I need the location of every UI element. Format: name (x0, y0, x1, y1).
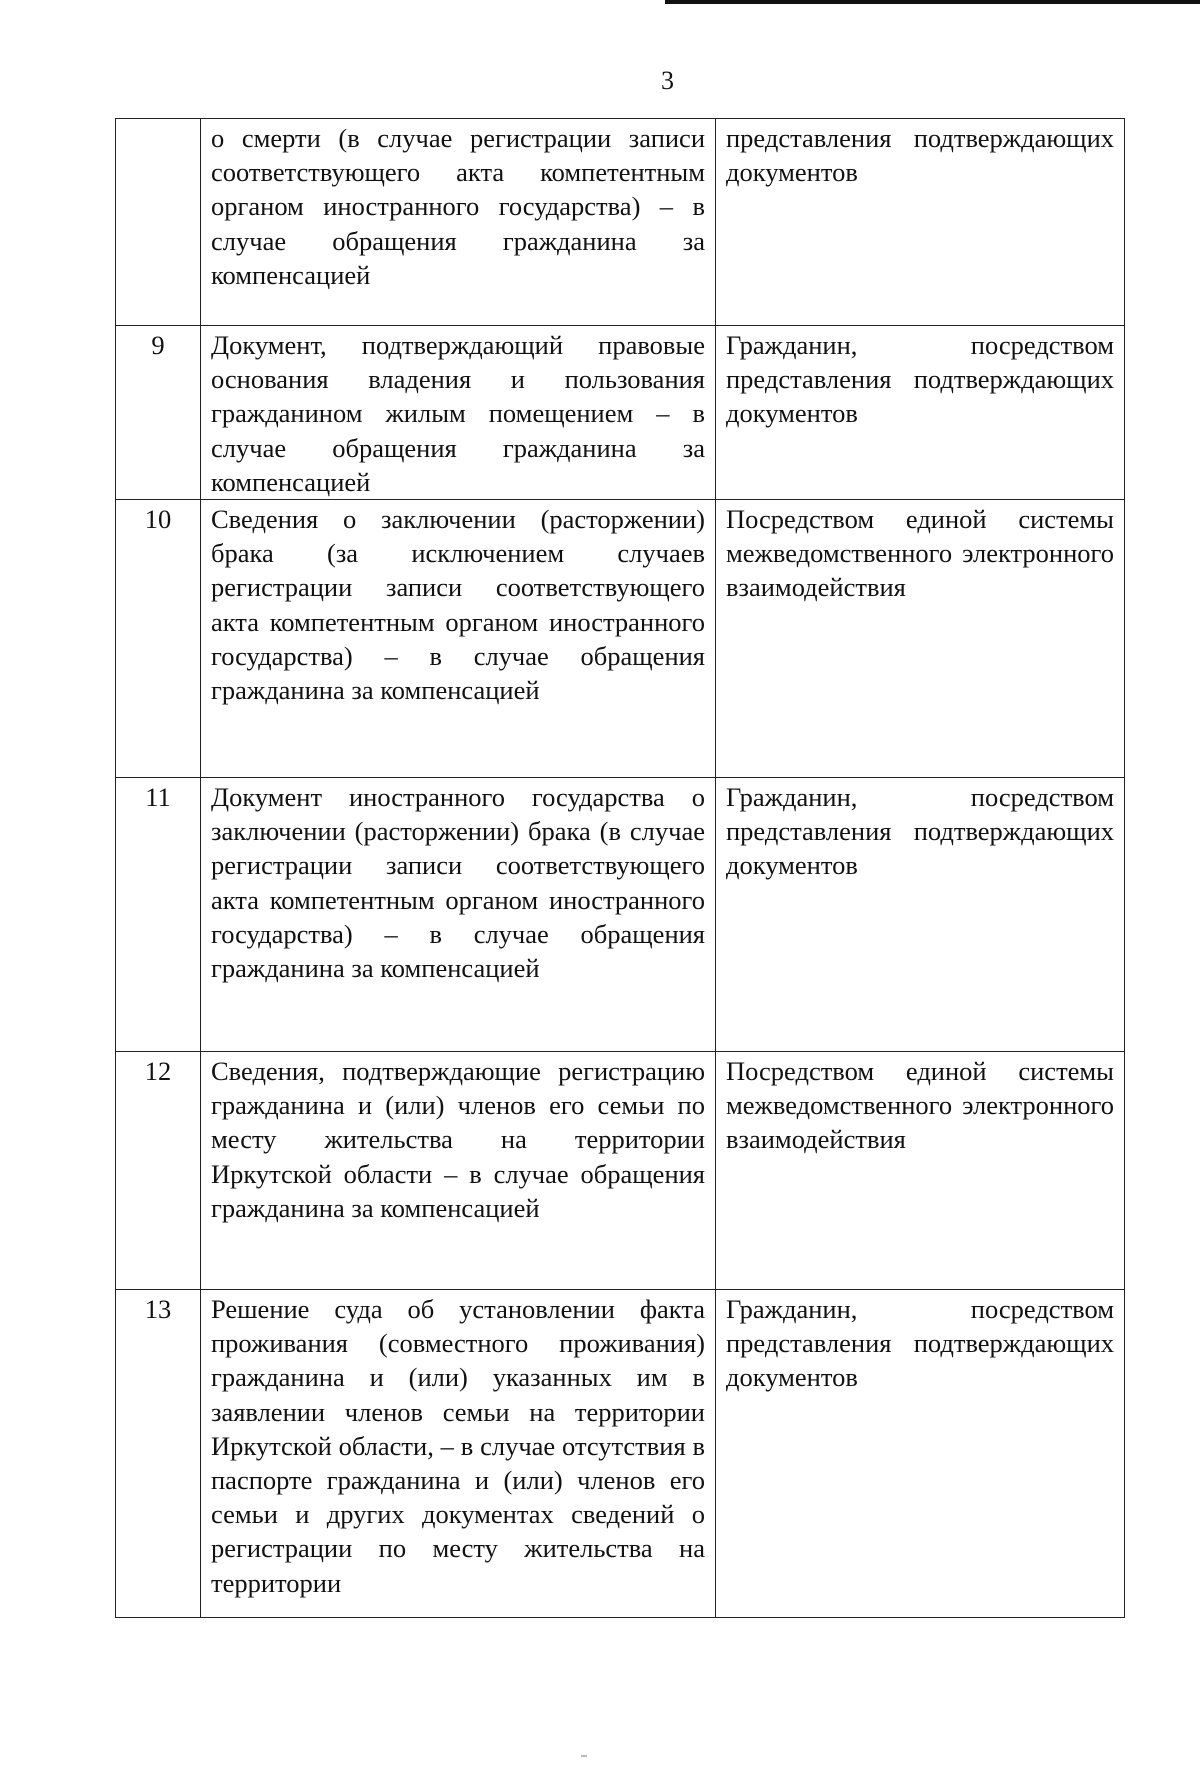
method-text: Гражданин, посредством представления подтверждающих документов (726, 330, 1114, 429)
method-text: Гражданин, посредством представления подтверждающих документов (726, 1294, 1114, 1393)
document-description (201, 326, 716, 500)
method-text: Посредством единой системы межведомственного электронного взаимодействия (726, 504, 1114, 603)
scan-artifact (581, 1755, 587, 1757)
document-text: Документ, подтверждающий правовые основания владения и пользования гражданином жилым помещением – в случае обращения гражданина за компенсацией (211, 330, 705, 497)
document-text: Документ иностранного государства о заключении (расторжении) брака (в случае регистрации записи соответствующего акта компетентным органом иностранного государства) – в случае обращения гражданина за компенсацией (211, 782, 705, 984)
row-number: 11 (116, 778, 201, 1052)
document-text: о смерти (в случае регистрации записи соответствующего акта компетентным органом иностранного государства) – в случае обращения гражданина за компенсацией (211, 123, 705, 290)
row-number: 12 (116, 1052, 201, 1290)
table-row (116, 119, 1125, 326)
document-description (201, 1052, 716, 1290)
document-description (201, 500, 716, 778)
method-text: представления подтверждающих документов (726, 123, 1114, 188)
submission-method (716, 326, 1125, 500)
submission-method (716, 778, 1125, 1052)
document-description (201, 1290, 716, 1618)
document-text: Решение суда об установлении факта проживания (совместного проживания) гражданина и (или) указанных им в заявлении членов семьи на территории Иркутской области, – в случае отсутствия в паспорте гражданина и (или) членов его семьи и других документах сведений о регистрации по месту жительства на территории (211, 1294, 705, 1598)
method-text: Гражданин, посредством представления подтверждающих документов (726, 782, 1114, 881)
table-row (116, 1290, 1125, 1618)
table-row (116, 326, 1125, 500)
submission-method (716, 1290, 1125, 1618)
documents-table (115, 118, 1125, 1618)
document-text: Сведения, подтверждающие регистрацию гражданина и (или) членов его семьи по месту жительства на территории Иркутской области – в случае обращения гражданина за компенсацией (211, 1056, 705, 1223)
submission-method (716, 119, 1125, 326)
row-number: 10 (116, 500, 201, 778)
submission-method (716, 500, 1125, 778)
submission-method (716, 1052, 1125, 1290)
row-number: 13 (116, 1290, 201, 1618)
table-row (116, 1052, 1125, 1290)
method-text: Посредством единой системы межведомственного электронного взаимодействия (726, 1056, 1114, 1155)
table-row (116, 778, 1125, 1052)
row-number (116, 119, 201, 326)
document-text: Сведения о заключении (расторжении) брака (за исключением случаев регистрации записи соответствующего акта компетентным органом иностранного государства) – в случае обращения гражданина за компенсацией (211, 504, 705, 706)
top-rule (665, 0, 1200, 4)
document-description (201, 778, 716, 1052)
table-row (116, 500, 1125, 778)
page-number: 3 (661, 66, 674, 95)
document-description (201, 119, 716, 326)
row-number: 9 (116, 326, 201, 500)
